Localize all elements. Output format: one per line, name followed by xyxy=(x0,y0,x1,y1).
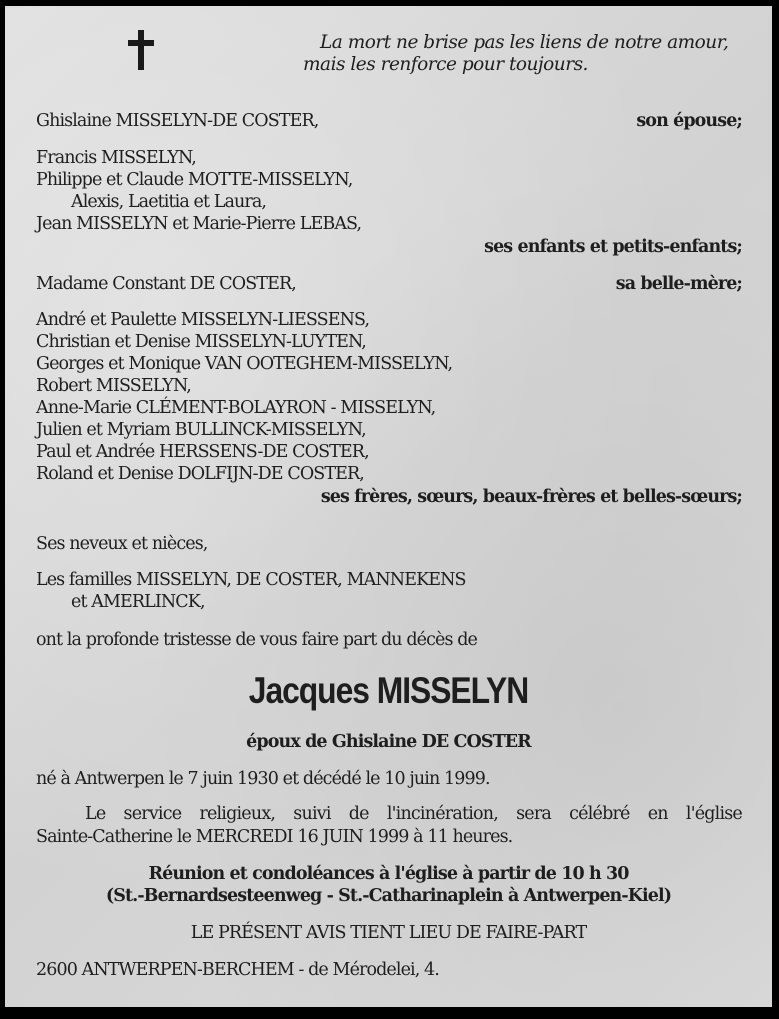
families-line-2: et AMERLINCK, xyxy=(71,592,205,612)
sibling-name: Julien et Myriam BULLINCK-MISSELYN, xyxy=(36,420,366,440)
child-name: Jean MISSELYN et Marie-Pierre LEBAS, xyxy=(36,214,362,234)
spouse-name: Ghislaine MISSELYN-DE COSTER, xyxy=(36,111,319,131)
sibling-name: Paul et Andrée HERSSENS-DE COSTER, xyxy=(36,442,369,462)
obituary-notice xyxy=(5,6,772,1007)
nephews-line: Ses neveux et nièces, xyxy=(36,534,208,554)
birth-death-dates: né à Antwerpen le 7 juin 1930 et décédé le 10 juin 1999. xyxy=(36,769,490,789)
deceased-name: Jacques MISSELYN xyxy=(248,670,529,711)
mother-in-law-name: Madame Constant DE COSTER, xyxy=(36,274,296,294)
children-relation: ses enfants et petits-enfants; xyxy=(484,237,742,257)
reunion-line-1: Réunion et condoléances à l'église à partir de 10 h 30 xyxy=(148,864,629,884)
deceased-spouse: époux de Ghislaine DE COSTER xyxy=(246,732,531,752)
sibling-name: André et Paulette MISSELYN-LIESSENS, xyxy=(36,310,370,330)
service-line-1: Le service religieux, suivi de l'incinération, sera célébré en l'église xyxy=(85,804,742,824)
address-line: 2600 ANTWERPEN-BERCHEM - de Mérodelei, 4. xyxy=(36,960,439,980)
spouse-relation: son épouse; xyxy=(636,111,742,131)
service-line-2: Sainte-Catherine le MERCREDI 16 JUIN 1999 à 11 heures. xyxy=(36,827,513,847)
sibling-name: Georges et Monique VAN OOTEGHEM-MISSELYN, xyxy=(36,354,453,374)
sibling-name: Robert MISSELYN, xyxy=(36,376,191,396)
mother-in-law-relation: sa belle-mère; xyxy=(615,274,742,294)
quote-line-1: La mort ne brise pas les liens de notre amour, xyxy=(320,32,729,53)
sibling-name: Anne-Marie CLÉMENT-BOLAYRON - MISSELYN, xyxy=(36,398,436,418)
grandchildren-names: Alexis, Laetitia et Laura, xyxy=(71,192,267,212)
child-name: Francis MISSELYN, xyxy=(36,148,196,168)
reunion-line-2: (St.-Bernardsesteenweg - St.-Catharinaplein à Antwerpen-Kiel) xyxy=(105,886,672,906)
sibling-name: Christian et Denise MISSELYN-LUYTEN, xyxy=(36,332,366,352)
child-name: Philippe et Claude MOTTE-MISSELYN, xyxy=(36,170,353,190)
quote-line-2: mais les renforce pour toujours. xyxy=(303,54,588,75)
faire-part-notice: LE PRÉSENT AVIS TIENT LIEU DE FAIRE-PART xyxy=(190,923,587,943)
cross-icon xyxy=(124,28,158,72)
siblings-relation: ses frères, sœurs, beaux-frères et belles-sœurs; xyxy=(320,487,742,507)
announcement-line: ont la profonde tristesse de vous faire part du décès de xyxy=(36,630,477,650)
sibling-name: Roland et Denise DOLFIJN-DE COSTER, xyxy=(36,464,364,484)
families-line-1: Les familles MISSELYN, DE COSTER, MANNEKENS xyxy=(36,570,466,590)
